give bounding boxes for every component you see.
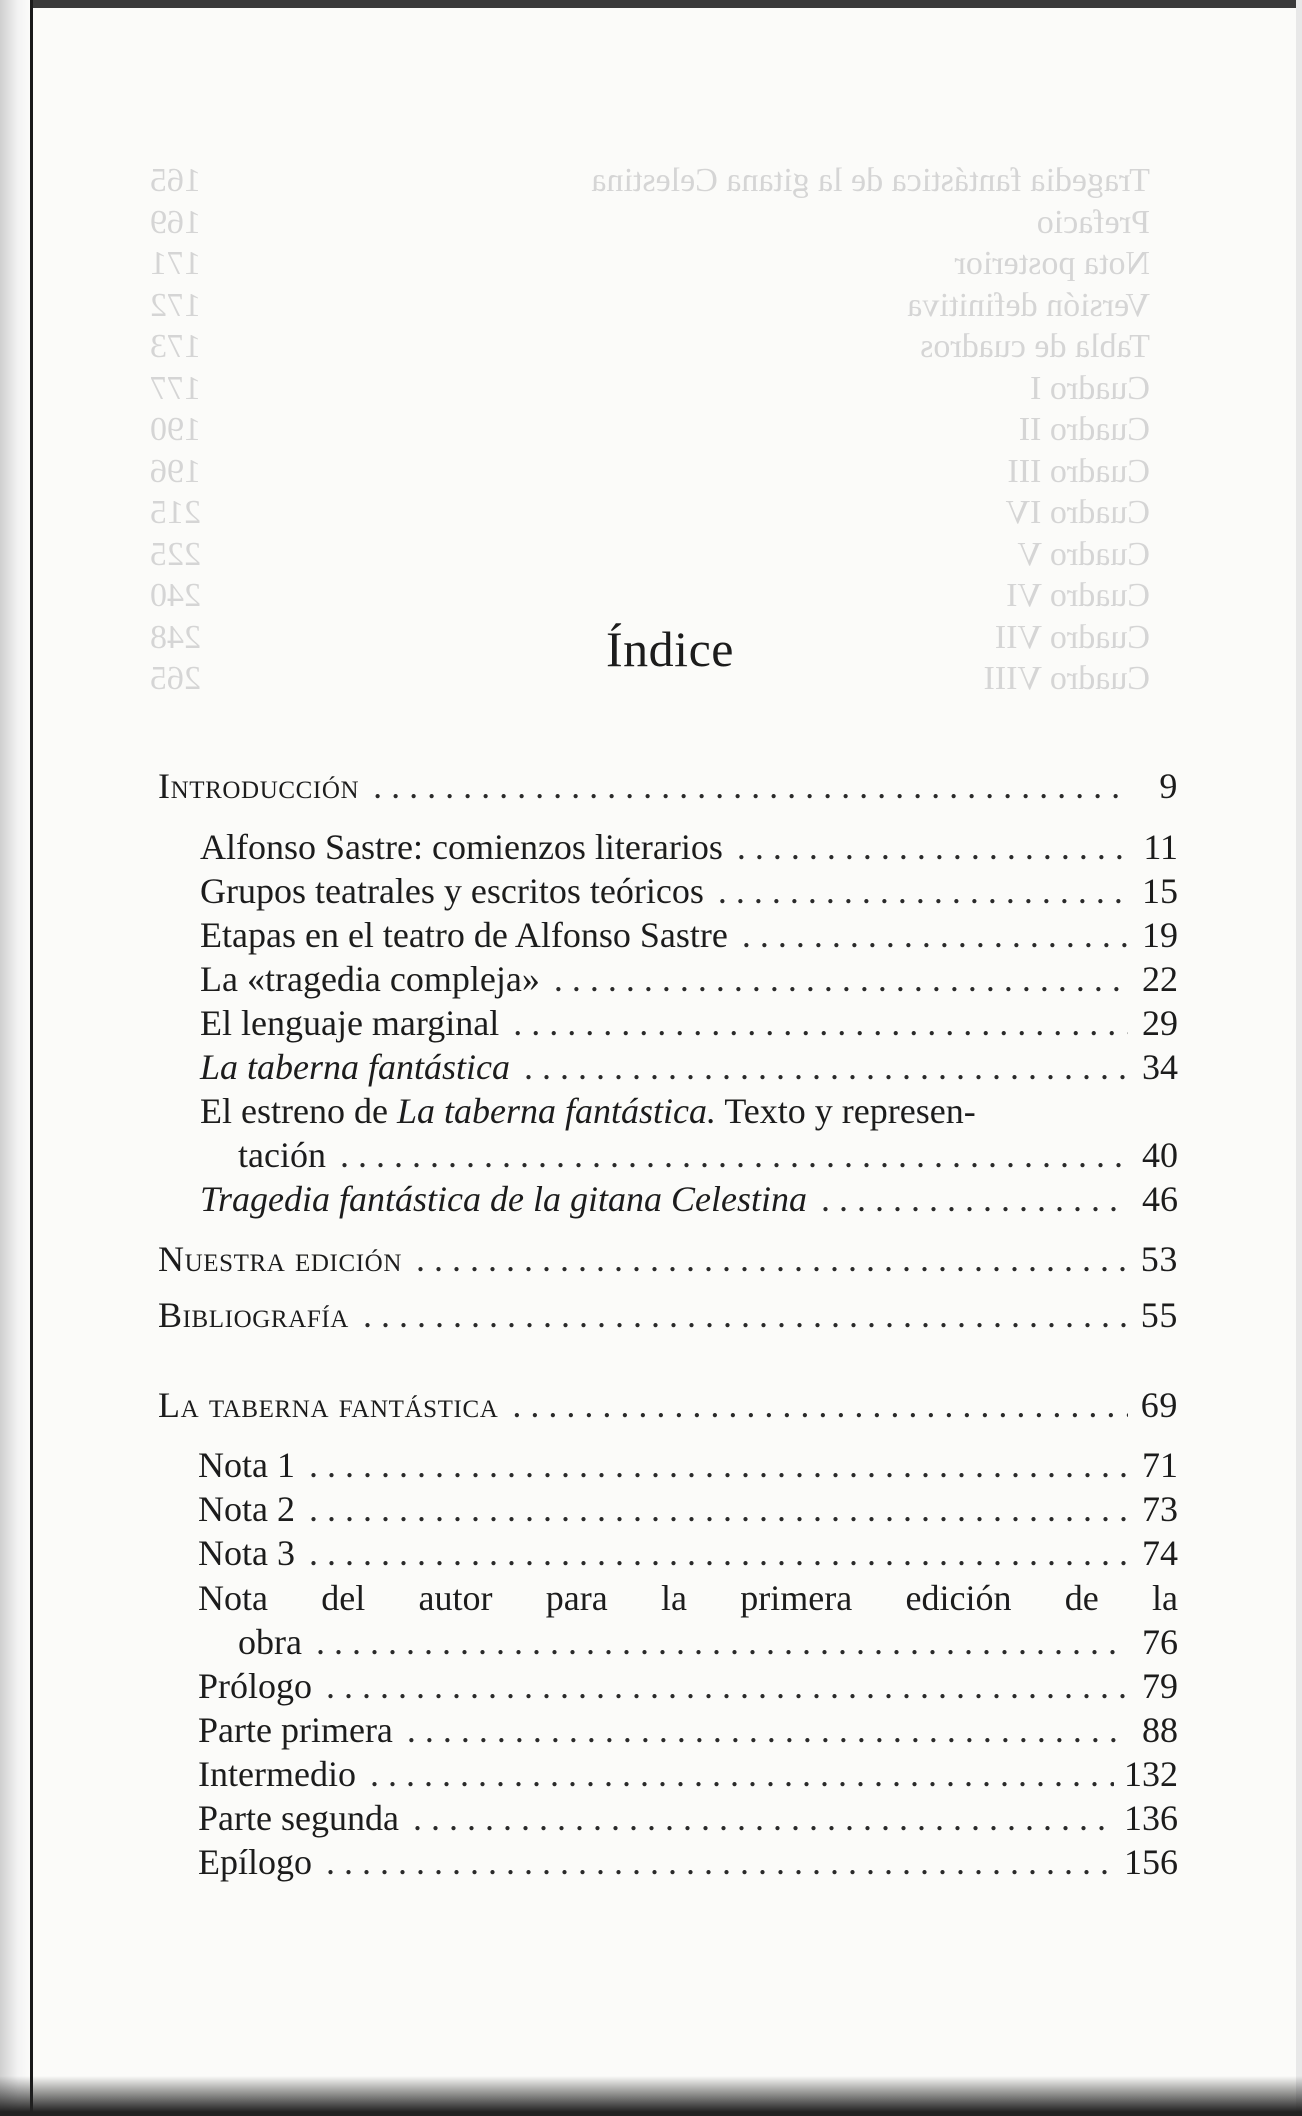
toc-page-number: 22 <box>1142 959 1178 999</box>
toc-entry-first-line[interactable] <box>200 1090 1178 1132</box>
bleed-through-line: Cuadro I 177 <box>150 369 1150 407</box>
bleed-through-line: Cuadro VIII 265 <box>150 660 1150 697</box>
dot-leader <box>524 1046 1128 1088</box>
dot-leader <box>363 1294 1128 1336</box>
toc-section-introduccion[interactable] <box>158 765 1178 807</box>
page-title: Índice <box>606 621 734 677</box>
toc-page-number: 46 <box>1142 1179 1178 1219</box>
toc-page-number: 88 <box>1142 1710 1178 1750</box>
dot-leader <box>742 914 1128 956</box>
toc-page-number: 11 <box>1143 827 1178 867</box>
dot-leader <box>416 1238 1128 1280</box>
toc-page-number: 132 <box>1124 1754 1178 1794</box>
bleed-through-line: Cuadro VII 248 <box>150 618 1150 656</box>
toc-page-number: 40 <box>1142 1135 1178 1175</box>
toc-page-number: 74 <box>1142 1533 1178 1573</box>
toc-entry[interactable] <box>198 1797 1178 1839</box>
toc-entry-label: Alfonso Sastre: comienzos literarios <box>200 827 723 867</box>
toc-entry[interactable] <box>198 1665 1178 1707</box>
toc-entry-first-line[interactable]: Nota del autor para la primera edición de la <box>198 1578 1178 1618</box>
dot-leader <box>737 826 1128 868</box>
toc-entry[interactable] <box>200 1178 1178 1220</box>
toc-entry-label: Bibliografía <box>158 1295 349 1335</box>
toc-entry[interactable] <box>200 914 1178 956</box>
bleed-through-line: Tabla de cuadros 173 <box>150 328 1150 365</box>
dot-leader <box>554 958 1128 1000</box>
toc-entry[interactable] <box>198 1444 1178 1486</box>
toc-entry[interactable] <box>200 1002 1178 1044</box>
toc-entry-label: Tragedia fantástica de la gitana Celestina <box>200 1179 807 1219</box>
toc-entry-label: tación <box>238 1135 326 1175</box>
toc-page-number: 15 <box>1142 871 1178 911</box>
toc-entry-label: Etapas en el teatro de Alfonso Sastre <box>200 915 728 955</box>
dot-leader <box>407 1709 1128 1751</box>
toc-entry-continuation[interactable] <box>238 1621 1178 1663</box>
toc-page-number: 76 <box>1142 1622 1178 1662</box>
bleed-through-line: Versión definitiva 172 <box>150 286 1150 324</box>
dot-leader <box>309 1444 1128 1486</box>
bleed-through-line: Cuadro II 190 <box>150 411 1150 448</box>
toc-entry-continuation[interactable] <box>238 1134 1178 1176</box>
toc-page-number: 69 <box>1140 1385 1178 1425</box>
toc-section-la-taberna-fantastica[interactable] <box>158 1384 1178 1426</box>
bleed-through-line: Tragedia fantástica de la gitana Celestina 165 <box>150 162 1150 199</box>
toc-entry-label: Nota 3 <box>198 1533 295 1573</box>
toc-entry-label: obra <box>238 1622 302 1662</box>
toc-entry-label-italic: La taberna fantástica. <box>396 1091 716 1131</box>
dot-leader <box>316 1621 1128 1663</box>
toc-page-number: 79 <box>1142 1666 1178 1706</box>
toc-entry-label: Texto y represen- <box>724 1091 976 1131</box>
toc-entry[interactable] <box>200 870 1178 912</box>
toc-entry-label: Nota 1 <box>198 1445 295 1485</box>
dot-leader <box>326 1841 1114 1883</box>
toc-entry-label: La taberna fantástica <box>158 1385 499 1425</box>
toc-entry-label: El lenguaje marginal <box>200 1003 500 1043</box>
dot-leader <box>373 765 1128 807</box>
dot-leader <box>309 1532 1128 1574</box>
dot-leader <box>821 1178 1128 1220</box>
toc-entry[interactable] <box>198 1753 1178 1795</box>
toc-entry[interactable] <box>198 1841 1178 1883</box>
toc-entry-label: El estreno de <box>200 1091 388 1131</box>
dot-leader <box>340 1134 1128 1176</box>
bleed-through-line: Nota posterior 171 <box>150 245 1150 282</box>
toc-entry-label: Nota 2 <box>198 1489 295 1529</box>
bleed-through-line: Cuadro IV 215 <box>150 494 1150 531</box>
dot-leader <box>513 1002 1128 1044</box>
toc-page-number: 34 <box>1142 1047 1178 1087</box>
toc-entry-label: Introducción <box>158 766 360 806</box>
toc-entry-label: Epílogo <box>198 1842 312 1882</box>
toc-entry[interactable] <box>200 826 1178 868</box>
toc-entry[interactable] <box>200 1046 1178 1088</box>
toc-page-number: 19 <box>1142 915 1178 955</box>
toc-entry-label: Parte primera <box>198 1710 393 1750</box>
toc-page-number: 53 <box>1140 1239 1178 1279</box>
toc-entry[interactable] <box>198 1709 1178 1751</box>
toc-entry[interactable] <box>200 958 1178 1000</box>
dot-leader <box>309 1488 1128 1530</box>
toc-entry-label: Grupos teatrales y escritos teóricos <box>200 871 704 911</box>
toc-entry-label: Prólogo <box>198 1666 313 1706</box>
toc-entry-label: La «tragedia compleja» <box>200 959 540 999</box>
dot-leader <box>326 1665 1128 1707</box>
toc-page-number: 55 <box>1140 1295 1178 1335</box>
toc-entry-label: La taberna fantástica <box>200 1047 511 1087</box>
bleed-through-line: Prefacio 169 <box>150 203 1150 241</box>
dot-leader <box>370 1753 1114 1795</box>
toc-entry-label: Nuestra edición <box>158 1239 402 1279</box>
toc-page-number: 156 <box>1124 1842 1178 1882</box>
dot-leader <box>413 1797 1114 1839</box>
bottom-edge <box>0 2076 1302 2116</box>
dot-leader <box>512 1384 1128 1426</box>
toc-page-number: 9 <box>1159 766 1178 806</box>
toc-entry-label: Parte segunda <box>198 1798 399 1838</box>
dot-leader <box>718 870 1128 912</box>
toc-page-number: 71 <box>1142 1445 1178 1485</box>
bleed-through-line: Cuadro V 225 <box>150 535 1150 573</box>
toc-page-number: 136 <box>1124 1798 1178 1838</box>
bleed-through-line: Cuadro III 196 <box>150 452 1150 490</box>
toc-entry[interactable] <box>198 1532 1178 1574</box>
toc-section-bibliografia[interactable] <box>158 1294 1178 1336</box>
toc-page-number: 73 <box>1142 1489 1178 1529</box>
bleed-through-line: Cuadro VI 240 <box>150 577 1150 614</box>
toc-entry[interactable] <box>198 1488 1178 1530</box>
toc-page-number: 29 <box>1142 1003 1178 1043</box>
toc-section-nuestra-edicion[interactable] <box>158 1238 1178 1280</box>
toc-entry-label: Intermedio <box>198 1754 356 1794</box>
